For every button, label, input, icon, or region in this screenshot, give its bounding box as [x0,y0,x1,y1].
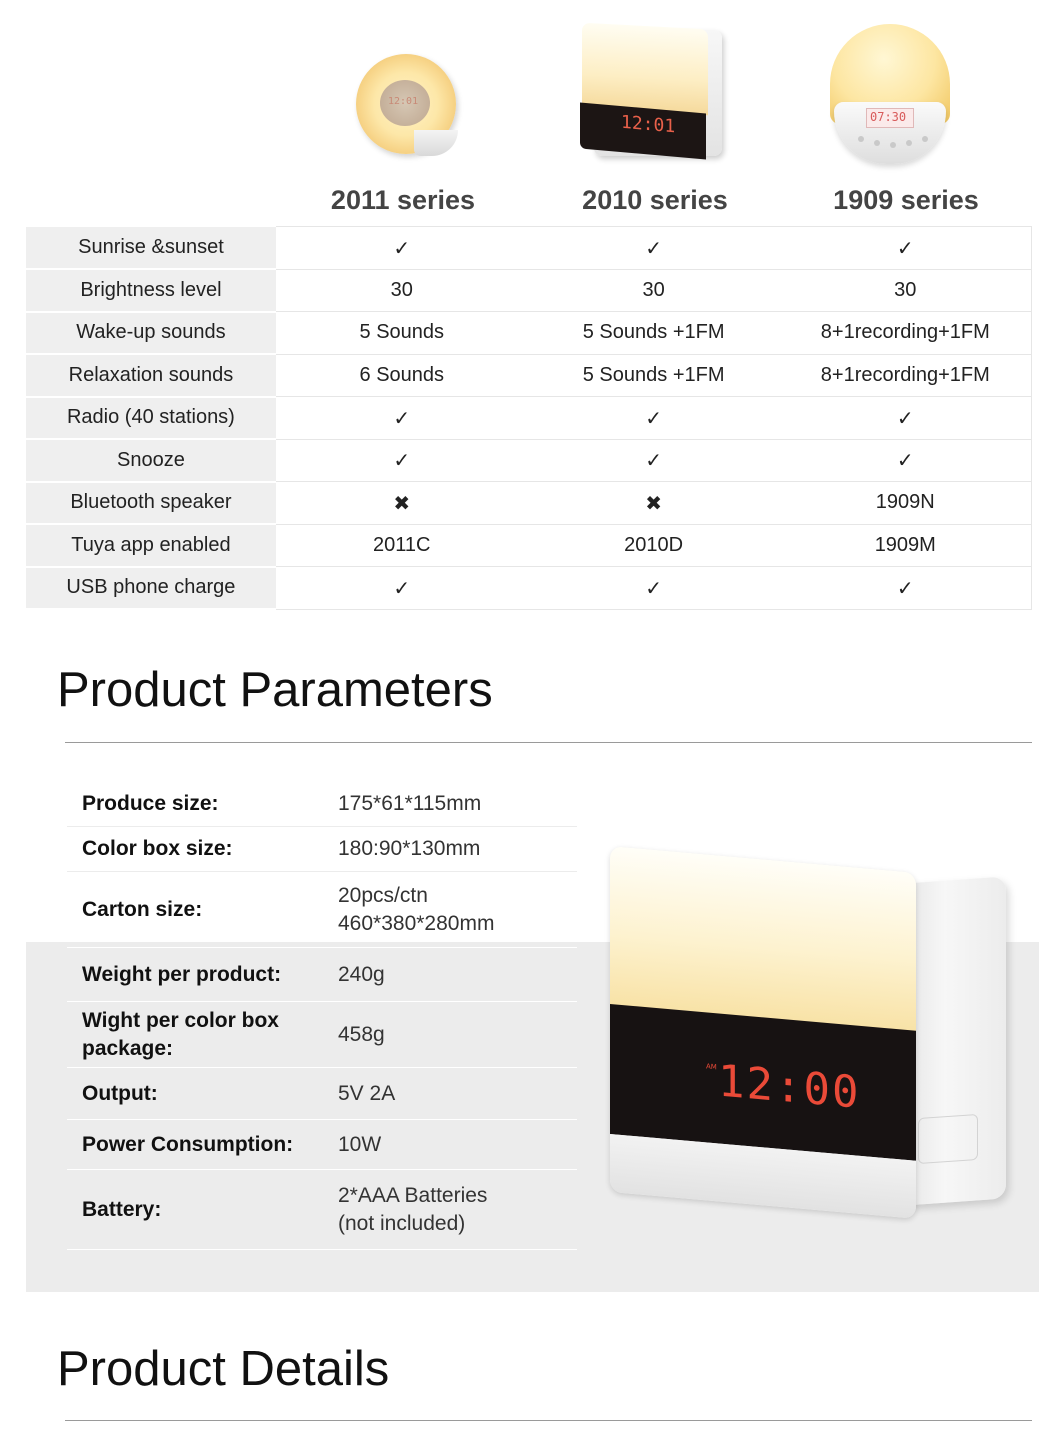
lamp-display-digits: 07:30 [870,110,907,124]
feature-value: 2010D [528,524,780,567]
parameter-key: Power Consumption: [82,1132,294,1156]
comparison-row [26,482,1032,525]
parameter-row [67,1120,577,1170]
lamp-button-icon [922,136,928,142]
parameter-row [67,1170,577,1250]
parameter-value: 240g [338,962,385,986]
section-divider [65,742,1032,743]
comparison-row [26,354,1032,397]
lamp-display-digits: 12:00 [718,1055,861,1119]
sunrise-lamp-square-icon [610,846,916,1219]
lamp-button-icon [858,136,864,142]
feature-label: Sunrise &sunset [26,227,276,270]
parameter-value: 458g [338,1022,385,1046]
product-image-2011 [352,50,462,160]
feature-label: Wake-up sounds [26,312,276,355]
parameter-value: 10W [338,1132,382,1156]
feature-label: Tuya app enabled [26,524,276,567]
parameter-key: Color box size: [82,837,233,860]
lamp-stand [414,130,458,156]
parameter-row [67,1002,577,1068]
cross-icon: ✖ [276,482,528,525]
check-icon: ✓ [528,227,780,270]
check-icon: ✓ [780,227,1032,270]
feature-value: 30 [276,269,528,312]
product-image-1909 [828,22,952,167]
parameter-key: Wight per color box package: [82,1008,279,1060]
feature-value: 30 [780,269,1032,312]
parameter-row [67,948,577,1002]
lamp-button-panel [918,1114,978,1164]
parameter-value: 175*61*115mm [338,792,482,815]
comparison-row [26,312,1032,355]
feature-label: USB phone charge [26,567,276,610]
feature-value: 5 Sounds [276,312,528,355]
check-icon: ✓ [780,397,1032,440]
parameter-value: 2*AAA Batteries (not included) [338,1183,488,1235]
lamp-button-icon [906,140,912,146]
parameter-row [67,872,577,948]
series-heading-1909: 1909 series [833,185,979,215]
parameter-value: 180:90*130mm [338,837,481,860]
feature-value: 5 Sounds +1FM [528,312,780,355]
comparison-table [26,226,1032,610]
lamp-display-digits: 12:01 [388,96,419,107]
feature-value: 1909N [780,482,1032,525]
comparison-row [26,567,1032,610]
feature-value: 5 Sounds +1FM [528,354,780,397]
feature-value: 6 Sounds [276,354,528,397]
comparison-row [26,524,1032,567]
section-divider [65,1420,1032,1421]
series-heading-2011: 2011 series [330,185,476,215]
parameter-key: Carton size: [82,897,203,921]
parameter-row [67,782,577,827]
feature-label: Relaxation sounds [26,354,276,397]
feature-label: Snooze [26,439,276,482]
series-heading-2010: 2010 series [582,185,728,215]
lamp-light-panel [610,846,916,1033]
feature-value: 8+1recording+1FM [780,354,1032,397]
parameter-key: Produce size: [82,792,219,815]
details-title: Product Details [57,1342,390,1396]
feature-value: 1909M [780,524,1032,567]
check-icon: ✓ [528,567,780,610]
parameter-value: 20pcs/ctn 460*380*280mm [338,883,495,935]
check-icon: ✓ [528,397,780,440]
check-icon: ✓ [276,567,528,610]
parameters-title: Product Parameters [57,663,493,717]
comparison-row [26,439,1032,482]
check-icon: ✓ [780,439,1032,482]
check-icon: ✓ [276,227,528,270]
comparison-row [26,269,1032,312]
parameter-key: Weight per product: [82,962,282,986]
feature-value: 2011C [276,524,528,567]
feature-value: 8+1recording+1FM [780,312,1032,355]
product-image-main [604,846,1006,1202]
comparison-row [26,227,1032,270]
lamp-display-digits: 12:01 [621,111,676,138]
check-icon: ✓ [780,567,1032,610]
parameter-row [67,1068,577,1120]
feature-label: Bluetooth speaker [26,482,276,525]
lamp-display-am: AM [706,1062,717,1072]
lamp-light-panel [582,23,708,116]
feature-label: Brightness level [26,269,276,312]
cross-icon: ✖ [528,482,780,525]
comparison-row [26,397,1032,440]
lamp-button-icon [890,142,896,148]
parameters-list [67,782,577,1250]
parameter-row [67,827,577,872]
product-image-2010 [576,26,726,161]
parameter-value: 5V 2A [338,1081,396,1105]
parameter-key: Output: [82,1081,158,1105]
lamp-button-icon [874,140,880,146]
check-icon: ✓ [276,439,528,482]
check-icon: ✓ [528,439,780,482]
feature-label: Radio (40 stations) [26,397,276,440]
parameter-key: Battery: [82,1197,162,1221]
check-icon: ✓ [276,397,528,440]
feature-value: 30 [528,269,780,312]
